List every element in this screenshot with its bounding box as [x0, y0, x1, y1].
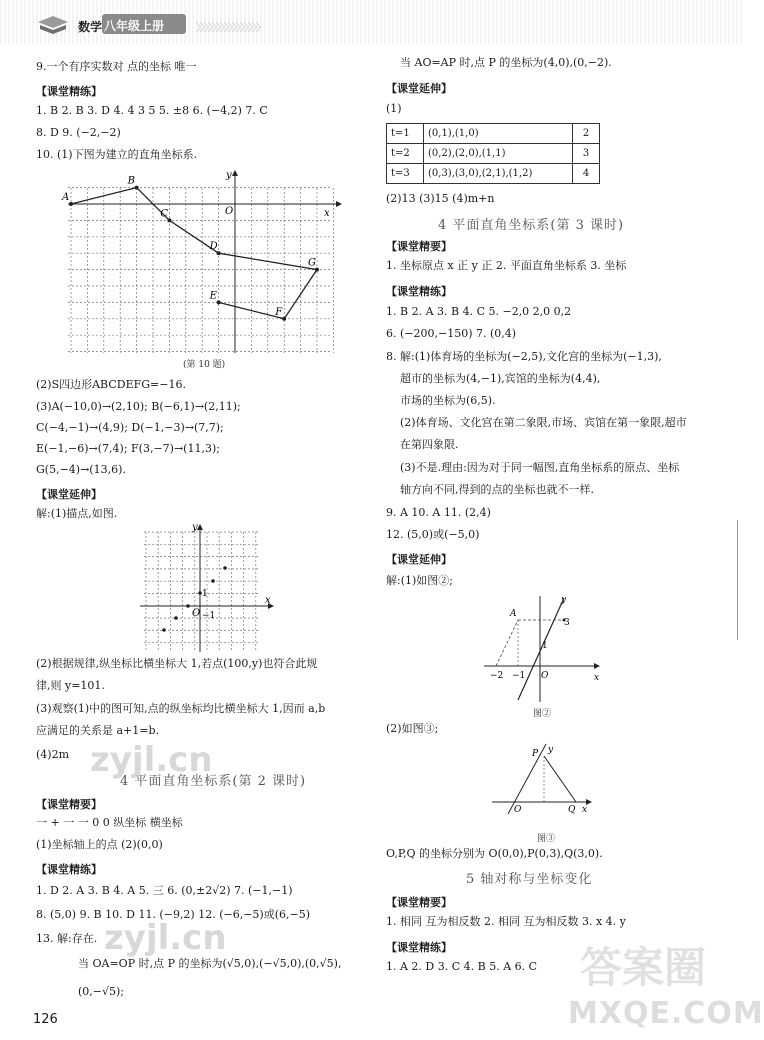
table-row: t=3 (0,3),(3,0),(2,1),(1,2) 4	[387, 164, 600, 184]
answer-line: (2)13 (3)15 (4)m+n	[386, 192, 495, 205]
answer-line: 1. 坐标原点 x 正 y 正 2. 平面直角坐标系 3. 坐标	[386, 259, 627, 272]
figure-10-coordinate-grid	[62, 168, 348, 358]
point-B	[135, 186, 139, 190]
left-line: 9.一个有序实数对 点的坐标 唯一	[36, 60, 197, 73]
point-label-E: E	[209, 290, 217, 302]
header-chevrons: 〉〉〉〉〉〉〉〉〉〉〉〉〉〉〉〉	[196, 23, 265, 34]
svg-text:A: A	[510, 609, 517, 619]
extension-plot-grid	[140, 520, 276, 654]
answer-line: 1. D 2. A 3. B 4. A 5. 三 6. (0,±2√2) 7. (−1,−1)	[36, 884, 293, 897]
section-heading: 【课堂精要】	[386, 896, 452, 909]
answer-line: (2)如图③;	[386, 722, 439, 735]
answer-line: C(−4,−1)→(4,9); D(−1,−3)→(7,7);	[36, 421, 224, 434]
answer-line: 1. B 2. A 3. B 4. C 5. −2,0 2,0 0,2	[386, 305, 572, 318]
answer-line: (3)A(−10,0)→(2,10); B(−6,1)→(2,11);	[36, 400, 241, 413]
section-heading: 【课堂精练】	[386, 941, 452, 954]
tick-label: 1	[202, 589, 208, 599]
answer-line: (2)体育场、文化宫在第二象限,市场、宾馆在第一象限,超市	[400, 416, 687, 429]
watermark: zyjl.cn	[90, 740, 213, 780]
watermark: 答案圈	[580, 943, 707, 992]
svg-text:x: x	[594, 673, 600, 683]
answer-line: 12. (5,0)或(−5,0)	[386, 528, 480, 541]
point-E	[217, 300, 221, 304]
svg-text:O: O	[541, 671, 549, 681]
answer-line: 13. 解:存在.	[36, 932, 98, 945]
point-label-F: F	[275, 306, 283, 318]
point-label-C: C	[160, 208, 169, 220]
answer-line: 当 OA=OP 时,点 P 的坐标为(√5,0),(−√5,0),(0,√5),	[78, 957, 342, 970]
answer-line: (3)不是.理由:因为对于同一幅图,直角坐标系的原点、坐标	[400, 461, 680, 474]
header-grade: 八年级上册	[104, 19, 165, 33]
section-title: 5 轴对称与坐标变化	[466, 872, 593, 887]
svg-text:3: 3	[564, 618, 570, 628]
y-axis-label: y	[192, 522, 198, 533]
answer-line: 在第四象限.	[400, 438, 459, 451]
answer-line: (1)	[386, 102, 402, 115]
section-title: 4 平面直角坐标系(第 2 课时)	[120, 774, 307, 789]
point-label-A: A	[62, 192, 70, 203]
section-title: 4 平面直角坐标系(第 3 课时)	[438, 218, 625, 233]
answer-line: (1)坐标轴上的点 (2)(0,0)	[36, 838, 163, 851]
page-number: 126	[33, 1012, 58, 1027]
section-heading: 【课堂延伸】	[386, 82, 452, 95]
answer-line: 解:(1)描点,如图.	[36, 507, 118, 520]
plot-point	[174, 616, 178, 620]
answer-line: E(−1,−6)→(7,4); F(3,−7)→(11,3);	[36, 442, 220, 455]
answer-line: G(5,−4)→(13,6).	[36, 463, 126, 476]
section-heading: 【课堂延伸】	[36, 488, 102, 501]
svg-text:P: P	[532, 749, 539, 759]
x-axis-label: x	[324, 208, 330, 219]
origin-label: O	[192, 608, 201, 619]
answer-table	[386, 123, 600, 184]
answer-line: (0,−√5);	[78, 985, 125, 998]
answer-line: 市场的坐标为(6,5).	[400, 394, 496, 407]
section-heading: 【课堂延伸】	[386, 553, 452, 566]
watermark: MXQE.COM	[568, 996, 764, 1031]
answer-line: 8. (5,0) 9. B 10. D 11. (−9,2) 12. (−6,−5)或(6,−5)	[36, 908, 311, 921]
figure-2-diagram	[482, 592, 602, 704]
answer-line: 当 AO=AP 时,点 P 的坐标为(4,0),(0,−2).	[400, 56, 612, 69]
plot-point	[211, 579, 215, 583]
book-icon	[36, 14, 70, 36]
answer-line: 超市的坐标为(4,−1),宾馆的坐标为(4,4),	[400, 372, 601, 385]
page-edge-line	[737, 520, 738, 640]
section-heading: 【课堂精练】	[386, 285, 452, 298]
svg-text:y: y	[561, 595, 567, 605]
answer-line: 应满足的关系是 a+1=b.	[36, 724, 160, 737]
svg-text:−1: −1	[512, 671, 526, 681]
point-label-G: G	[308, 257, 316, 269]
answer-line: 1. A 2. D 3. C 4. B 5. A 6. C	[386, 960, 538, 973]
answer-line: 9. A 10. A 11. (2,4)	[386, 506, 491, 519]
x-axis-label: x	[265, 595, 271, 606]
answer-line: 6. (−200,−150) 7. (0,4)	[386, 327, 517, 340]
section-heading: 【课堂精练】	[36, 85, 102, 98]
section-heading: 【课堂精练】	[36, 863, 102, 876]
watermark: zyjl.cn	[104, 918, 227, 958]
svg-text:−2: −2	[490, 671, 504, 681]
point-label-D: D	[209, 241, 218, 253]
figure-3-triangle	[490, 740, 594, 816]
origin-label: O	[225, 206, 234, 217]
y-axis-label: y	[226, 170, 232, 181]
answer-line: 10. (1)下图为建立的直角坐标系.	[36, 148, 198, 161]
answer-line: (2)根据规律,纵坐标比横坐标大 1,若点(100,y)也符合此规	[36, 657, 318, 670]
answer-line: O,P,Q 的坐标分别为 O(0,0),P(0,3),Q(3,0).	[386, 847, 603, 860]
plot-point	[186, 604, 190, 608]
table-row: t=1 (0,1),(1,0) 2	[387, 124, 600, 144]
x-axis-arrow	[336, 201, 342, 207]
answer-line: 一 + 一 一 0 0 纵坐标 横坐标	[36, 816, 183, 829]
answer-line: 1. B 2. B 3. D 4. 4 3 5 5. ±8 6. (−4,2) 7. C	[36, 104, 268, 117]
point-label-B: B	[127, 175, 135, 187]
point-A	[69, 202, 73, 206]
svg-text:y: y	[548, 745, 554, 755]
answer-line: 8. 解:(1)体育场的坐标为(−2,5),文化宫的坐标为(−1,3),	[386, 350, 662, 363]
answer-line: 轴方向不同,得到的点的坐标也就不一样.	[400, 483, 594, 496]
plot-point	[223, 566, 227, 570]
figure-caption: 图②	[533, 709, 552, 719]
tick-label: −1	[202, 611, 216, 621]
header-subject: 数学	[78, 20, 103, 34]
section-heading: 【课堂精要】	[36, 798, 102, 811]
figure-caption: 图③	[537, 834, 556, 844]
figure-caption: (第 10 题)	[183, 360, 226, 370]
svg-text:1: 1	[542, 641, 548, 651]
point-F	[282, 317, 286, 321]
plot-point	[198, 591, 202, 595]
svg-text:Q: Q	[568, 805, 576, 815]
answer-line: 1. 相同 互为相反数 2. 相同 互为相反数 3. x 4. y	[386, 915, 626, 928]
answer-line: (3)观察(1)中的图可知,点的纵坐标均比横坐标大 1,因而 a,b	[36, 702, 326, 715]
answer-line: (4)2m	[36, 748, 70, 761]
svg-text:O: O	[514, 805, 522, 815]
answer-line: 8. D 9. (−2,−2)	[36, 126, 121, 139]
answer-line: 律,则 y=101.	[36, 679, 105, 692]
plot-point	[162, 628, 166, 632]
table-row: t=2 (0,2),(2,0),(1,1) 3	[387, 144, 600, 164]
svg-text:x: x	[582, 805, 588, 815]
y-axis-arrow	[232, 170, 238, 176]
answer-line: 解:(1)如图②;	[386, 574, 453, 587]
answer-line: (2)S四边形ABCDEFG=−16.	[36, 378, 186, 391]
section-heading: 【课堂精要】	[386, 240, 452, 253]
